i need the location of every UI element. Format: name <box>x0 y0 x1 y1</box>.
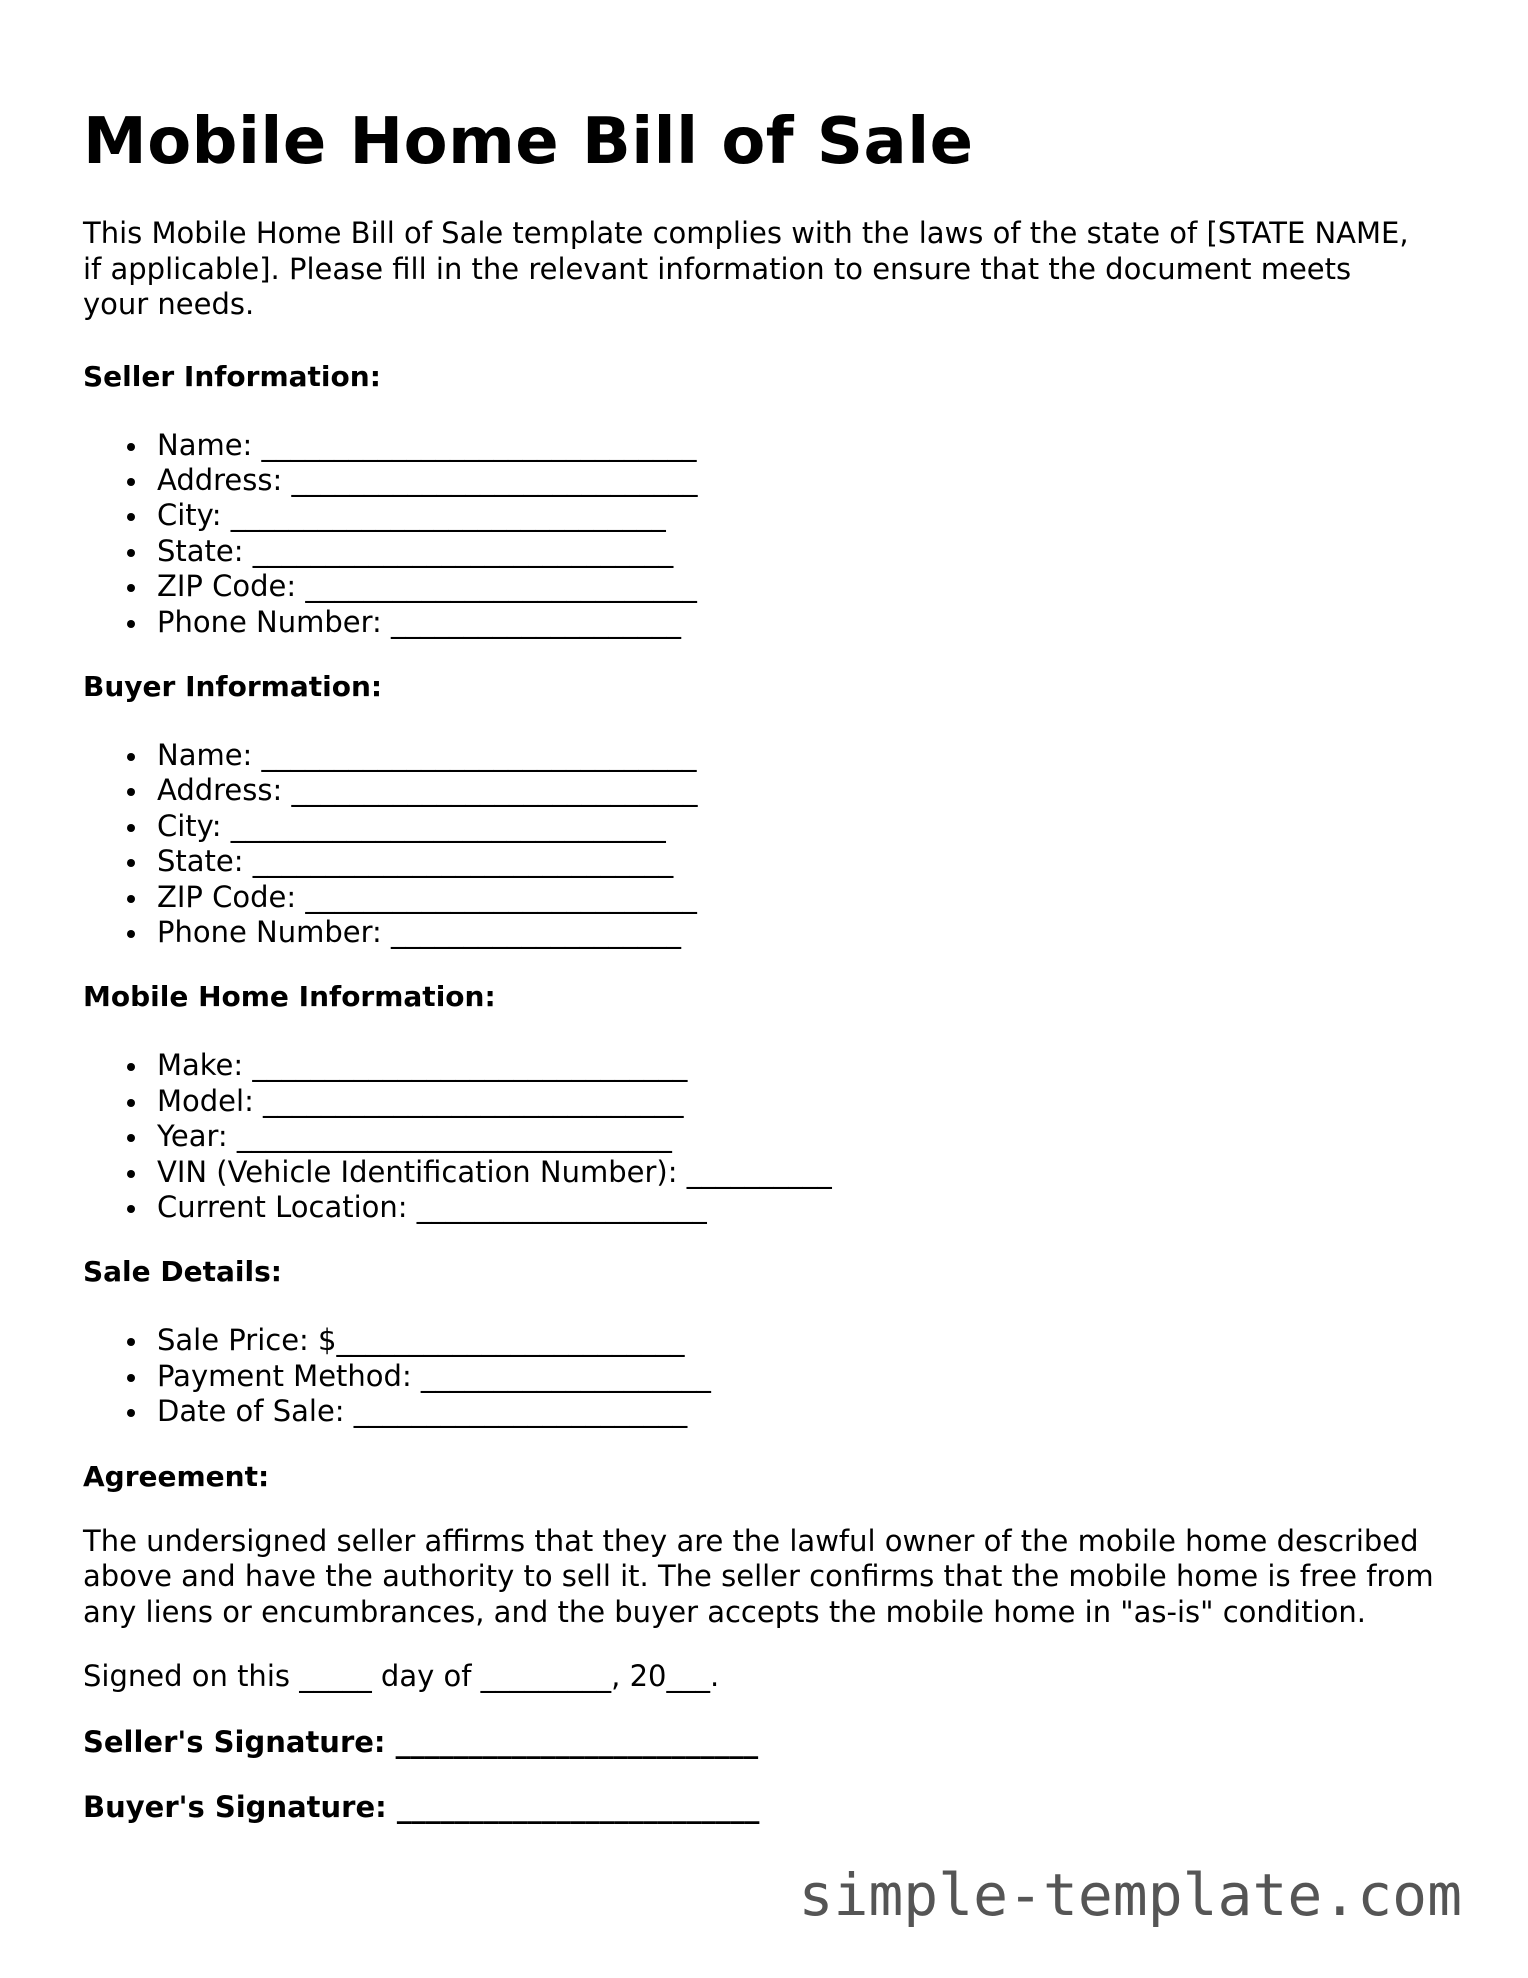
signed-on-line: Signed on this _____ day of _________, 20___. <box>83 1659 720 1694</box>
intro-paragraph: This Mobile Home Bill of Sale template complies with the laws of the state of [STATE NAME, if applicable]. Please fill in the relevant information to ensure that the document meets your needs. <box>83 216 1409 321</box>
current-location-field: Current Location: ____________________ <box>83 1190 1453 1225</box>
agreement-heading: Agreement: <box>83 1459 270 1493</box>
year-field: Year: ______________________________ <box>83 1119 1453 1154</box>
buyer-state-field: State: _____________________________ <box>83 844 1453 879</box>
buyer-phone-field: Phone Number: ____________________ <box>83 915 1453 950</box>
seller-address-field: Address: ____________________________ <box>83 463 1453 498</box>
sale-price-field: Sale Price: $________________________ <box>83 1323 1453 1358</box>
seller-list <box>83 428 1453 640</box>
document-page <box>83 0 1453 1825</box>
watermark-text: simple-template.com <box>798 1861 1462 1929</box>
make-field: Make: ______________________________ <box>83 1048 1453 1083</box>
buyer-name-field: Name: ______________________________ <box>83 738 1453 773</box>
buyer-city-field: City: ______________________________ <box>83 809 1453 844</box>
mobile-home-heading: Mobile Home Information: <box>83 980 496 1014</box>
model-field: Model: _____________________________ <box>83 1084 1453 1119</box>
seller-state-field: State: _____________________________ <box>83 534 1453 569</box>
buyer-address-field: Address: ____________________________ <box>83 773 1453 808</box>
buyer-list <box>83 738 1453 950</box>
seller-name-field: Name: ______________________________ <box>83 428 1453 463</box>
seller-heading: Seller Information: <box>83 359 381 393</box>
payment-method-field: Payment Method: ____________________ <box>83 1359 1453 1394</box>
document-title: Mobile Home Bill of Sale <box>83 105 974 179</box>
agreement-text: The undersigned seller affirms that they are the lawful owner of the mobile home described above and have the authority to sell it. The seller confirms that the mobile home is free from any liens or encumbrances, and the buyer accepts the mobile home in "as-is" condition. <box>83 1523 1434 1629</box>
sale-details-list <box>83 1323 1453 1429</box>
buyer-heading: Buyer Information: <box>83 669 383 703</box>
seller-city-field: City: ______________________________ <box>83 498 1453 533</box>
buyer-zip-field: ZIP Code: ___________________________ <box>83 880 1453 915</box>
sale-details-heading: Sale Details: <box>83 1255 282 1289</box>
seller-zip-field: ZIP Code: ___________________________ <box>83 569 1453 604</box>
mobile-home-list <box>83 1048 1453 1225</box>
buyer-signature-line: Buyer's Signature: _________________________ <box>83 1789 760 1824</box>
vin-field: VIN (Vehicle Identification Number): __________ <box>83 1155 1453 1190</box>
seller-signature-line: Seller's Signature: _________________________ <box>83 1724 759 1759</box>
date-of-sale-field: Date of Sale: _______________________ <box>83 1394 1453 1429</box>
seller-phone-field: Phone Number: ____________________ <box>83 605 1453 640</box>
